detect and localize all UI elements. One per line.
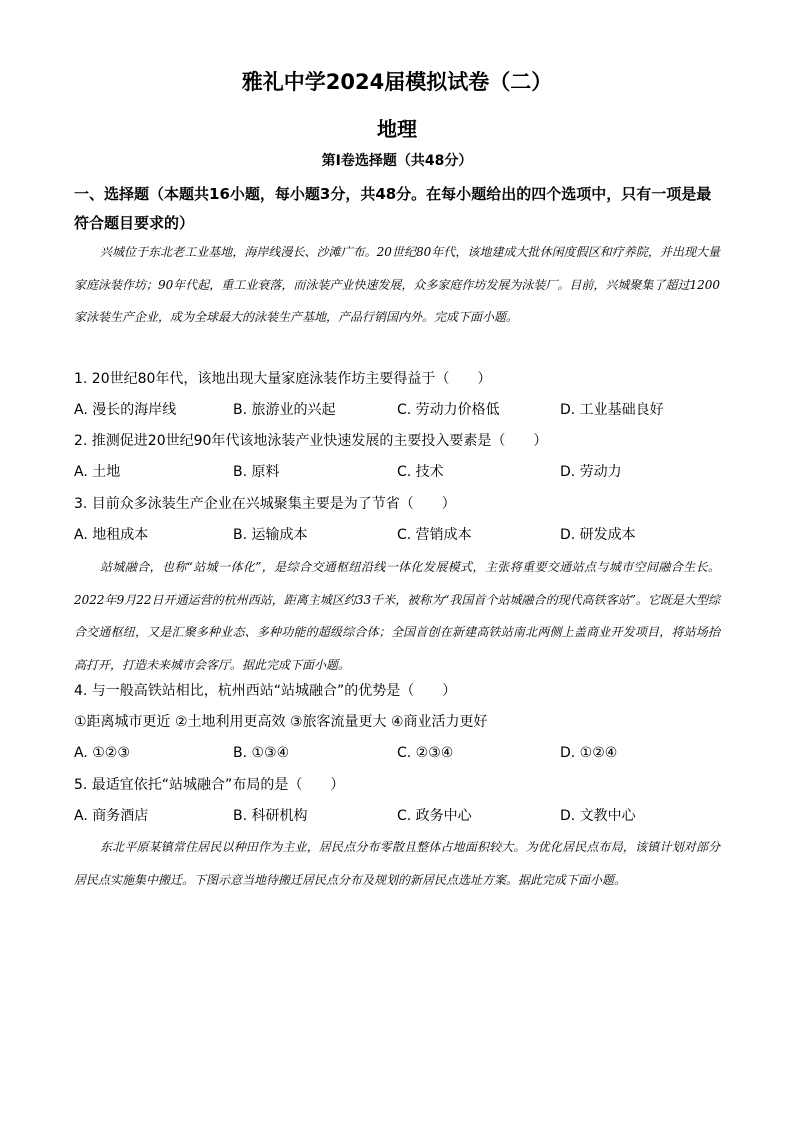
q3-option-d[interactable]: D. 研发成本 — [560, 527, 636, 543]
q2-option-c[interactable]: C. 技术 — [397, 464, 444, 480]
q2-option-a[interactable]: A. 土地 — [74, 464, 121, 480]
subject-title: 地理 — [377, 117, 417, 141]
passage-hangzhou-west: 站城融合，也称“站城一体化”，是综合交通枢纽沿线一体化发展模式，主张将重要交通站点与城市空间融合生长。2022年9月22日开通运营的杭州西站，距离主城区约33千米，被称为“我国首个站城融合的现代高铁客站”。它既是大型综合交通枢纽，又是汇聚多种业态、多种功能的超级综合体；全国首创在新建高铁站南北两侧上盖商业开发项目，将站场抬高打开，打造未来城市会客厅。据此完成下面小题。 — [74, 560, 720, 672]
question-4-options — [74, 743, 720, 763]
question-3-options — [74, 525, 720, 545]
q1-option-a[interactable]: A. 漫长的海岸线 — [74, 402, 177, 418]
q5-option-d[interactable]: D. 文教中心 — [560, 808, 636, 824]
q3-option-a[interactable]: A. 地租成本 — [74, 527, 149, 543]
question-4-choices: ①距离城市更近 ②土地利用更高效 ③旅客流量更大 ④商业活力更好 — [74, 714, 488, 730]
q5-option-a[interactable]: A. 商务酒店 — [74, 808, 149, 824]
question-2-stem: 2. 推测促进20世纪90年代该地泳装产业快速发展的主要投入要素是（ ） — [74, 433, 548, 449]
question-2-options — [74, 462, 720, 482]
question-3-stem: 3. 目前众多泳装生产企业在兴城聚集主要是为了节省（ ） — [74, 496, 456, 512]
q4-option-c[interactable]: C. ②③④ — [397, 745, 454, 761]
q4-option-d[interactable]: D. ①②④ — [560, 745, 618, 761]
exam-title: 雅礼中学2024届模拟试卷（二） — [241, 70, 553, 94]
q4-option-b[interactable]: B. ①③④ — [233, 745, 290, 761]
q5-option-b[interactable]: B. 科研机构 — [233, 808, 308, 824]
passage-xingcheng: 兴城位于东北老工业基地，海岸线漫长、沙滩广布。20世纪80年代，该地建成大批休闲度假区和疗养院，并出现大量家庭泳装作坊；90年代起，重工业衰落，而泳装产业快速发展，众多家庭作坊发展为泳装厂。目前，兴城聚集了超过1200家泳装生产企业，成为全球最大的泳装生产基地，产品行销国内外。完成下面小题。 — [74, 245, 720, 324]
q5-option-c[interactable]: C. 政务中心 — [397, 808, 472, 824]
q3-option-c[interactable]: C. 营销成本 — [397, 527, 472, 543]
question-5-stem: 5. 最适宜依托“站城融合”布局的是（ ） — [74, 777, 345, 793]
q3-option-b[interactable]: B. 运输成本 — [233, 527, 308, 543]
passage-northeast-plain: 东北平原某镇常住居民以种田作为主业，居民点分布零散且整体占地面积较大。为优化居民点布局，该镇计划对部分居民点实施集中搬迁。下图示意当地待搬迁居民点分布及规划的新居民点选址方案。据此完成下面小题。 — [74, 840, 720, 887]
volume-heading: 第Ⅰ卷选择题（共48分） — [321, 153, 473, 169]
section-heading: 一、选择题（本题共16小题，每小题3分，共48分。在每小题给出的四个选项中，只有一项是最符合题目要求的） — [74, 185, 712, 232]
q1-option-d[interactable]: D. 工业基础良好 — [560, 402, 664, 418]
q1-option-c[interactable]: C. 劳动力价格低 — [397, 402, 500, 418]
question-4-stem: 4. 与一般高铁站相比，杭州西站“站城融合”的优势是（ ） — [74, 683, 457, 699]
question-1-options — [74, 400, 720, 420]
q4-option-a[interactable]: A. ①②③ — [74, 745, 130, 761]
q1-option-b[interactable]: B. 旅游业的兴起 — [233, 402, 336, 418]
q2-option-d[interactable]: D. 劳动力 — [560, 464, 622, 480]
question-5-options — [74, 806, 720, 826]
q2-option-b[interactable]: B. 原料 — [233, 464, 280, 480]
question-1-stem: 1. 20世纪80年代，该地出现大量家庭泳装作坊主要得益于（ ） — [74, 371, 492, 387]
